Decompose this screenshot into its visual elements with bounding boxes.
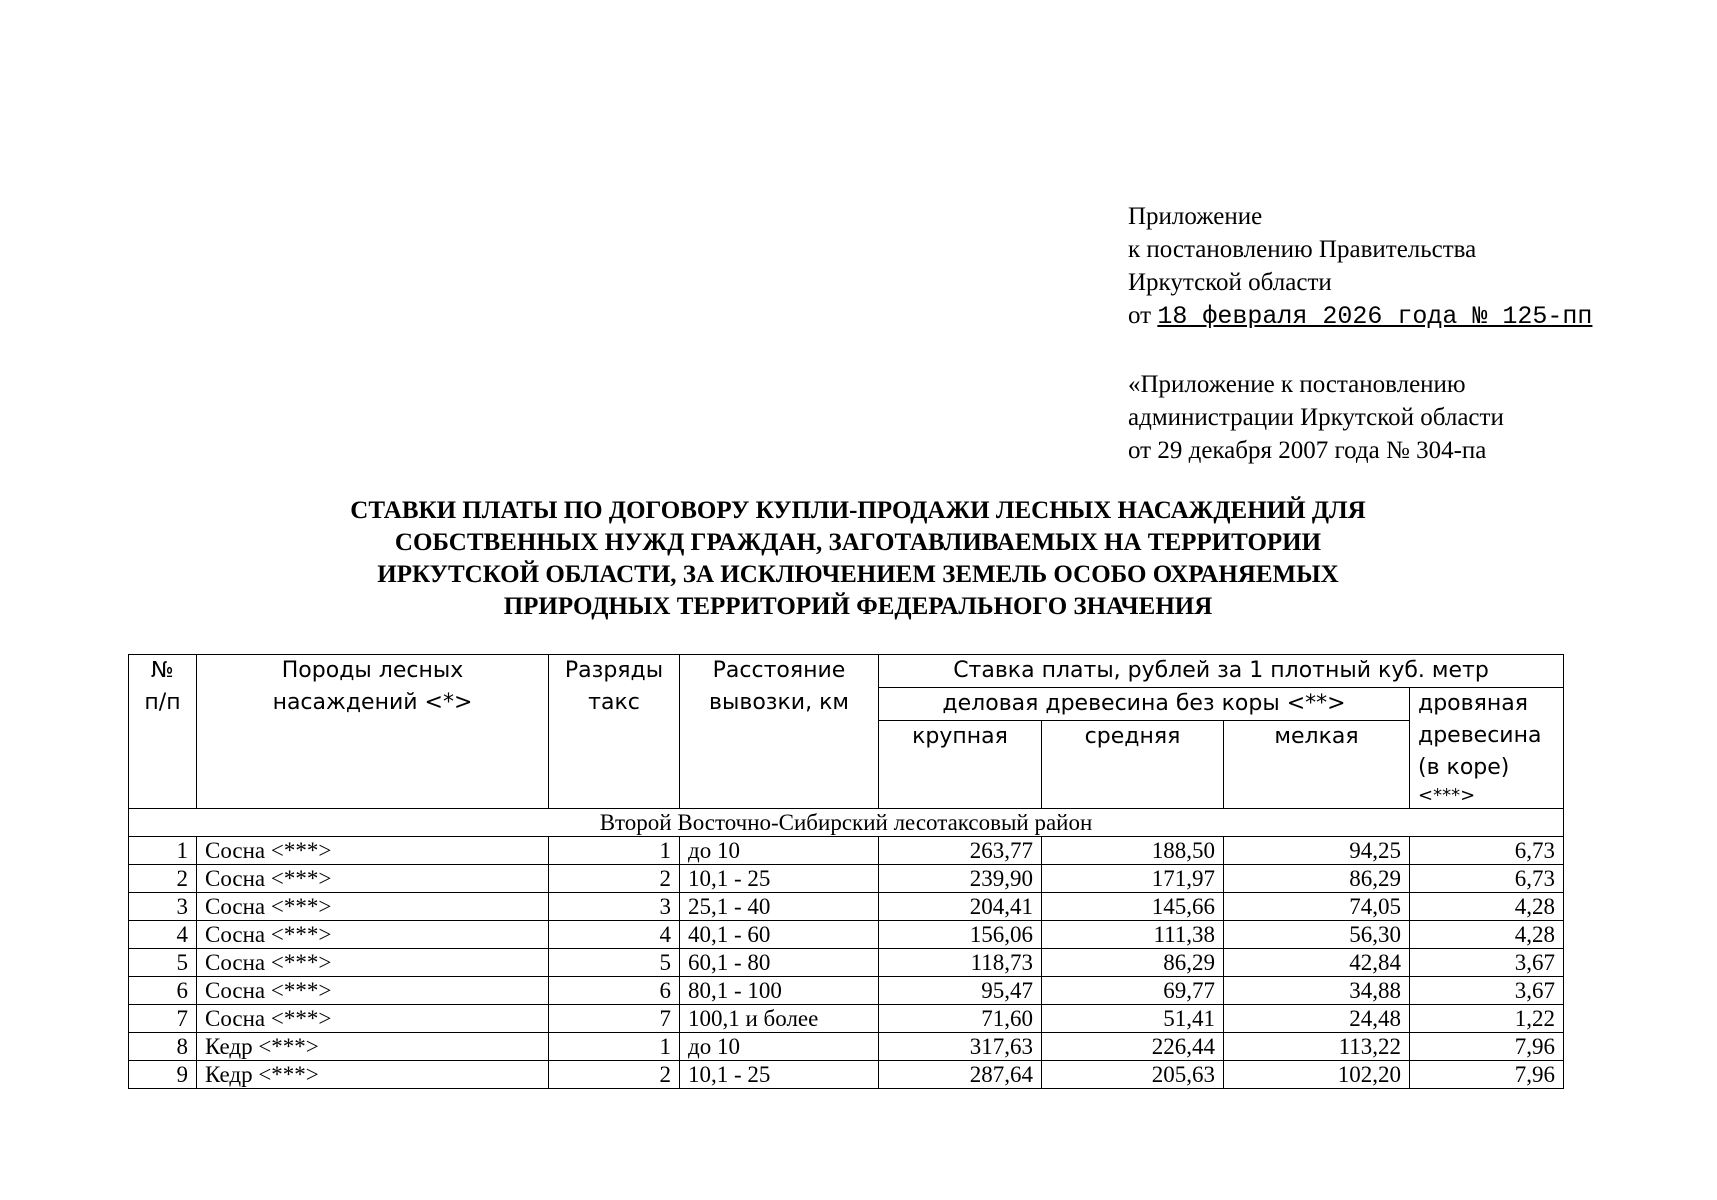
header-firewood-line-2: древесина bbox=[1418, 723, 1542, 748]
header-distance bbox=[680, 655, 879, 809]
cell-rank: 3 bbox=[549, 893, 680, 921]
cell-num: 1 bbox=[129, 837, 197, 865]
cell-medium: 171,97 bbox=[1042, 865, 1224, 893]
cell-large: 263,77 bbox=[879, 837, 1042, 865]
cell-large: 118,73 bbox=[879, 949, 1042, 977]
cell-num: 4 bbox=[129, 921, 197, 949]
header-firewood-line-4: <***> bbox=[1418, 785, 1476, 806]
cell-small: 86,29 bbox=[1224, 865, 1410, 893]
appendix-line-1: Приложение bbox=[1128, 203, 1263, 230]
cell-medium: 188,50 bbox=[1042, 837, 1224, 865]
cell-small: 24,48 bbox=[1224, 1005, 1410, 1033]
table-row bbox=[129, 837, 1564, 865]
cell-rank: 2 bbox=[549, 865, 680, 893]
title-line-1: СТАВКИ ПЛАТЫ ПО ДОГОВОРУ КУПЛИ-ПРОДАЖИ ЛЕСНЫХ НАСАЖДЕНИЙ ДЛЯ bbox=[350, 497, 1366, 524]
cell-small: 34,88 bbox=[1224, 977, 1410, 1005]
cell-distance: 10,1 - 25 bbox=[680, 1061, 879, 1089]
previous-appendix-line-3: от 29 декабря 2007 года № 304-па bbox=[1128, 437, 1487, 464]
appendix-from-prefix: от bbox=[1128, 302, 1152, 329]
cell-firewood: 7,96 bbox=[1410, 1061, 1564, 1089]
previous-appendix-block bbox=[1128, 368, 1504, 467]
cell-large: 156,06 bbox=[879, 921, 1042, 949]
table-row bbox=[129, 893, 1564, 921]
cell-small: 102,20 bbox=[1224, 1061, 1410, 1089]
cell-species: Сосна <***> bbox=[197, 921, 549, 949]
header-rate: Ставка платы, рублей за 1 плотный куб. метр bbox=[879, 655, 1564, 688]
cell-rank: 2 bbox=[549, 1061, 680, 1089]
header-ranks-line-1: Разряды bbox=[564, 658, 664, 683]
table-row bbox=[129, 1005, 1564, 1033]
cell-medium: 111,38 bbox=[1042, 921, 1224, 949]
table-row bbox=[129, 1033, 1564, 1061]
header-large: крупная bbox=[879, 721, 1042, 809]
table-row bbox=[129, 921, 1564, 949]
cell-distance: 40,1 - 60 bbox=[680, 921, 879, 949]
cell-small: 113,22 bbox=[1224, 1033, 1410, 1061]
header-num bbox=[129, 655, 197, 809]
cell-num: 3 bbox=[129, 893, 197, 921]
cell-firewood: 7,96 bbox=[1410, 1033, 1564, 1061]
header-species bbox=[197, 655, 549, 809]
title-line-2: СОБСТВЕННЫХ НУЖД ГРАЖДАН, ЗАГОТАВЛИВАЕМЫХ НА ТЕРРИТОРИИ bbox=[394, 529, 1322, 556]
cell-rank: 4 bbox=[549, 921, 680, 949]
cell-num: 8 bbox=[129, 1033, 197, 1061]
cell-species: Кедр <***> bbox=[197, 1061, 549, 1089]
cell-distance: 80,1 - 100 bbox=[680, 977, 879, 1005]
appendix-date-number: 18 февраля 2026 года № 125-пп bbox=[1157, 302, 1593, 331]
cell-medium: 226,44 bbox=[1042, 1033, 1224, 1061]
appendix-line-2: к постановлению Правительства bbox=[1128, 236, 1477, 263]
cell-medium: 51,41 bbox=[1042, 1005, 1224, 1033]
cell-rank: 6 bbox=[549, 977, 680, 1005]
title-line-4: ПРИРОДНЫХ ТЕРРИТОРИЙ ФЕДЕРАЛЬНОГО ЗНАЧЕНИЯ bbox=[503, 593, 1213, 620]
table-row bbox=[129, 977, 1564, 1005]
header-firewood bbox=[1410, 688, 1564, 809]
header-species-line-2: насаждений <*> bbox=[272, 690, 473, 715]
header-medium: средняя bbox=[1042, 721, 1224, 809]
rates-table bbox=[128, 654, 1564, 1089]
cell-large: 204,41 bbox=[879, 893, 1042, 921]
cell-large: 71,60 bbox=[879, 1005, 1042, 1033]
cell-rank: 7 bbox=[549, 1005, 680, 1033]
header-ranks-line-2: такс bbox=[588, 690, 640, 715]
cell-firewood: 4,28 bbox=[1410, 893, 1564, 921]
cell-num: 7 bbox=[129, 1005, 197, 1033]
cell-large: 239,90 bbox=[879, 865, 1042, 893]
table-row bbox=[129, 949, 1564, 977]
appendix-date-line bbox=[1128, 299, 1592, 333]
header-species-line-1: Породы лесных bbox=[281, 658, 464, 683]
header-row-1 bbox=[129, 655, 1564, 688]
cell-rank: 1 bbox=[549, 837, 680, 865]
document-title bbox=[128, 495, 1588, 623]
cell-distance: до 10 bbox=[680, 837, 879, 865]
cell-num: 9 bbox=[129, 1061, 197, 1089]
previous-appendix-line-2: администрации Иркутской области bbox=[1128, 404, 1504, 431]
cell-firewood: 3,67 bbox=[1410, 977, 1564, 1005]
cell-rank: 5 bbox=[549, 949, 680, 977]
cell-distance: 100,1 и более bbox=[680, 1005, 879, 1033]
appendix-line-3: Иркутской области bbox=[1128, 269, 1332, 296]
title-line-3: ИРКУТСКОЙ ОБЛАСТИ, ЗА ИСКЛЮЧЕНИЕМ ЗЕМЕЛЬ ОСОБО ОХРАНЯЕМЫХ bbox=[377, 561, 1339, 588]
cell-medium: 86,29 bbox=[1042, 949, 1224, 977]
cell-species: Сосна <***> bbox=[197, 949, 549, 977]
cell-firewood: 6,73 bbox=[1410, 865, 1564, 893]
cell-medium: 205,63 bbox=[1042, 1061, 1224, 1089]
cell-num: 5 bbox=[129, 949, 197, 977]
appendix-block bbox=[1128, 200, 1592, 333]
cell-firewood: 3,67 bbox=[1410, 949, 1564, 977]
region-row bbox=[129, 809, 1564, 837]
table-row bbox=[129, 1061, 1564, 1089]
cell-distance: 60,1 - 80 bbox=[680, 949, 879, 977]
cell-rank: 1 bbox=[549, 1033, 680, 1061]
previous-appendix-line-1: «Приложение к постановлению bbox=[1128, 371, 1466, 398]
cell-firewood: 6,73 bbox=[1410, 837, 1564, 865]
cell-medium: 145,66 bbox=[1042, 893, 1224, 921]
header-small: мелкая bbox=[1224, 721, 1410, 809]
cell-distance: 25,1 - 40 bbox=[680, 893, 879, 921]
cell-large: 95,47 bbox=[879, 977, 1042, 1005]
cell-firewood: 1,22 bbox=[1410, 1005, 1564, 1033]
cell-distance: 10,1 - 25 bbox=[680, 865, 879, 893]
cell-species: Сосна <***> bbox=[197, 893, 549, 921]
cell-small: 56,30 bbox=[1224, 921, 1410, 949]
cell-firewood: 4,28 bbox=[1410, 921, 1564, 949]
cell-species: Сосна <***> bbox=[197, 837, 549, 865]
header-firewood-line-3: (в коре) bbox=[1418, 755, 1510, 780]
cell-small: 74,05 bbox=[1224, 893, 1410, 921]
cell-distance: до 10 bbox=[680, 1033, 879, 1061]
cell-species: Кедр <***> bbox=[197, 1033, 549, 1061]
cell-num: 6 bbox=[129, 977, 197, 1005]
header-business-wood: деловая древесина без коры <**> bbox=[879, 688, 1410, 721]
table-row bbox=[129, 865, 1564, 893]
cell-species: Сосна <***> bbox=[197, 1005, 549, 1033]
cell-medium: 69,77 bbox=[1042, 977, 1224, 1005]
cell-small: 94,25 bbox=[1224, 837, 1410, 865]
header-ranks bbox=[549, 655, 680, 809]
cell-small: 42,84 bbox=[1224, 949, 1410, 977]
header-firewood-line-1: дровяная bbox=[1418, 691, 1528, 716]
cell-num: 2 bbox=[129, 865, 197, 893]
cell-species: Сосна <***> bbox=[197, 977, 549, 1005]
cell-large: 287,64 bbox=[879, 1061, 1042, 1089]
header-num-line-1: № bbox=[151, 658, 174, 683]
header-num-line-2: п/п bbox=[144, 690, 181, 715]
region-cell: Второй Восточно-Сибирский лесотаксовый район bbox=[129, 809, 1564, 837]
cell-species: Сосна <***> bbox=[197, 865, 549, 893]
header-distance-line-1: Расстояние bbox=[712, 658, 846, 683]
cell-large: 317,63 bbox=[879, 1033, 1042, 1061]
header-distance-line-2: вывозки, км bbox=[709, 690, 849, 715]
